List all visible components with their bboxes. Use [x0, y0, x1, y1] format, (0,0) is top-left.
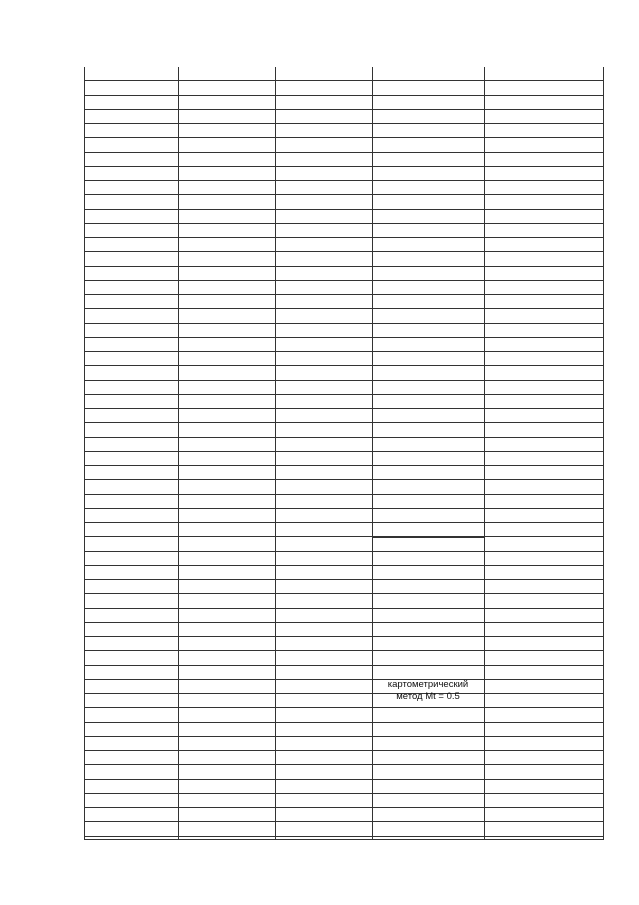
table-row — [85, 452, 603, 466]
table-row — [85, 580, 603, 594]
table-row — [85, 423, 603, 437]
method-note — [372, 679, 484, 703]
table-row — [85, 210, 603, 224]
table-rows — [85, 67, 603, 837]
table-row — [85, 566, 603, 580]
table-row — [85, 723, 603, 737]
table-row — [85, 309, 603, 323]
table-row — [85, 609, 603, 623]
table-row — [85, 295, 603, 309]
table-row — [85, 594, 603, 608]
table-row — [85, 153, 603, 167]
table-row — [85, 637, 603, 651]
method-cell — [372, 67, 484, 839]
method-note-line1: картометрический — [387, 679, 469, 690]
table-row — [85, 737, 603, 751]
table-row — [85, 409, 603, 423]
table-row — [85, 666, 603, 680]
table-row — [85, 623, 603, 637]
table-row — [85, 195, 603, 209]
table-row — [85, 808, 603, 822]
table-row — [85, 381, 603, 395]
table-row — [85, 495, 603, 509]
table-row — [85, 81, 603, 95]
table-row — [85, 751, 603, 765]
table-row — [85, 167, 603, 181]
table-row — [85, 110, 603, 124]
table-row — [85, 67, 603, 81]
table-row — [85, 438, 603, 452]
table-row — [85, 224, 603, 238]
table-row — [85, 338, 603, 352]
table-row — [85, 366, 603, 380]
table-row — [85, 181, 603, 195]
table-row — [85, 138, 603, 152]
coordinate-table — [84, 67, 604, 840]
table-row — [85, 267, 603, 281]
table-row — [85, 252, 603, 266]
table-row — [85, 466, 603, 480]
table-row — [85, 694, 603, 708]
table-row — [85, 765, 603, 779]
table-row — [85, 124, 603, 138]
table-row — [85, 651, 603, 665]
table-row — [85, 708, 603, 722]
table-row — [85, 96, 603, 110]
table-row — [85, 480, 603, 494]
table-row — [85, 352, 603, 366]
table-row — [85, 523, 603, 537]
table-row — [85, 780, 603, 794]
method-divider — [372, 537, 484, 538]
table-row — [85, 537, 603, 551]
table-row — [85, 395, 603, 409]
table-row — [85, 822, 603, 836]
table-row — [85, 794, 603, 808]
table-row — [85, 238, 603, 252]
table-row — [85, 552, 603, 566]
table-row — [85, 509, 603, 523]
table-row — [85, 324, 603, 338]
table-row — [85, 281, 603, 295]
method-note-line2: метод Mt = 0.5 — [396, 691, 460, 702]
table-row — [85, 680, 603, 694]
